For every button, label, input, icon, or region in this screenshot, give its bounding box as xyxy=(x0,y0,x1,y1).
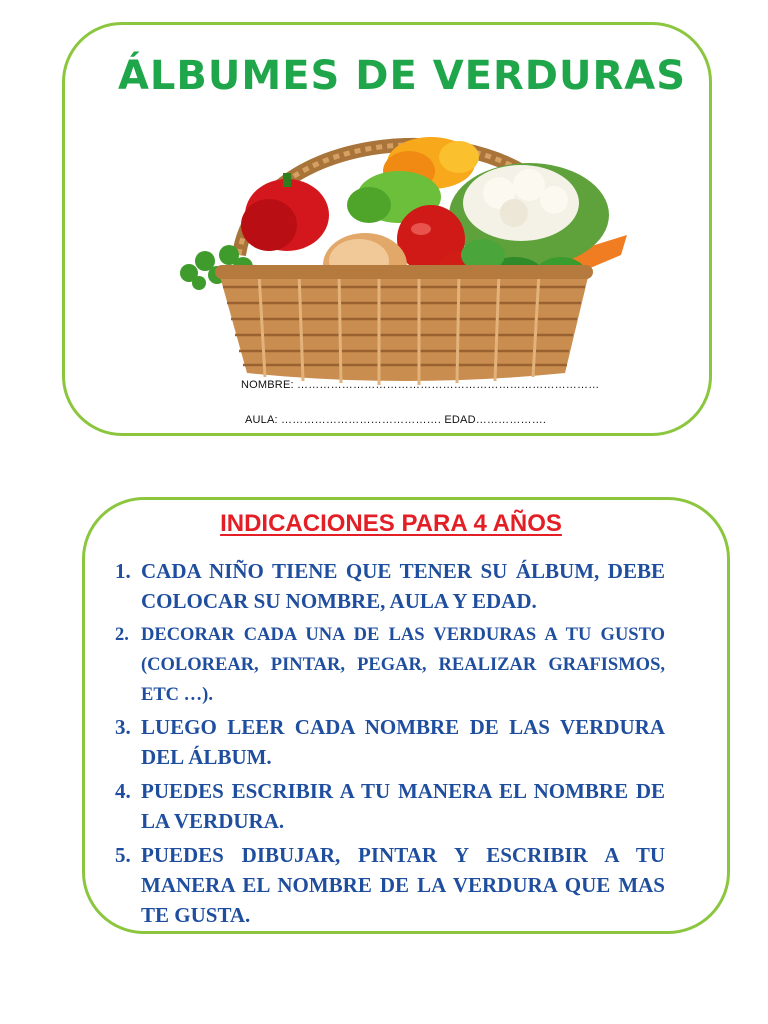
item-text: PUEDES DIBUJAR, PINTAR Y ESCRIBIR A TU MANERA EL NOMBRE DE LA VERDURA QUE MAS TE GUSTA. xyxy=(141,843,665,927)
vegetable-basket-image xyxy=(169,105,629,385)
item-number: 3. xyxy=(115,715,131,739)
red-pepper-icon xyxy=(241,173,329,251)
list-item xyxy=(115,776,665,836)
instructions-list xyxy=(115,556,665,934)
item-text: DECORAR CADA UNA DE LAS VERDURAS A TU GUSTO (COLOREAR, PINTAR, PEGAR, REALIZAR GRAFISMOS, ETC …). xyxy=(141,625,665,705)
classroom-age-field-line: AULA: ……………………………………. EDAD………………. xyxy=(245,414,547,426)
instructions-card xyxy=(82,497,730,934)
name-field-line: NOMBRE: ……………………………………………………………………… xyxy=(241,379,600,391)
item-number: 5. xyxy=(115,843,131,867)
item-number: 2. xyxy=(115,625,129,645)
item-text: PUEDES ESCRIBIR A TU MANERA EL NOMBRE DE LA VERDURA. xyxy=(141,779,665,833)
list-item xyxy=(115,556,665,616)
album-title: ÁLBUMES DE VERDURAS xyxy=(117,53,687,99)
item-number: 4. xyxy=(115,779,131,803)
list-item xyxy=(115,840,665,930)
instructions-title: INDICACIONES PARA 4 AÑOS xyxy=(220,510,562,537)
album-cover-card xyxy=(62,22,712,436)
item-text: LUEGO LEER CADA NOMBRE DE LAS VERDURA DEL ÁLBUM. xyxy=(141,715,665,769)
item-text: CADA NIÑO TIENE QUE TENER SU ÁLBUM, DEBE COLOCAR SU NOMBRE, AULA Y EDAD. xyxy=(141,559,665,613)
list-item xyxy=(115,712,665,772)
item-number: 1. xyxy=(115,559,131,583)
list-item xyxy=(115,620,665,710)
